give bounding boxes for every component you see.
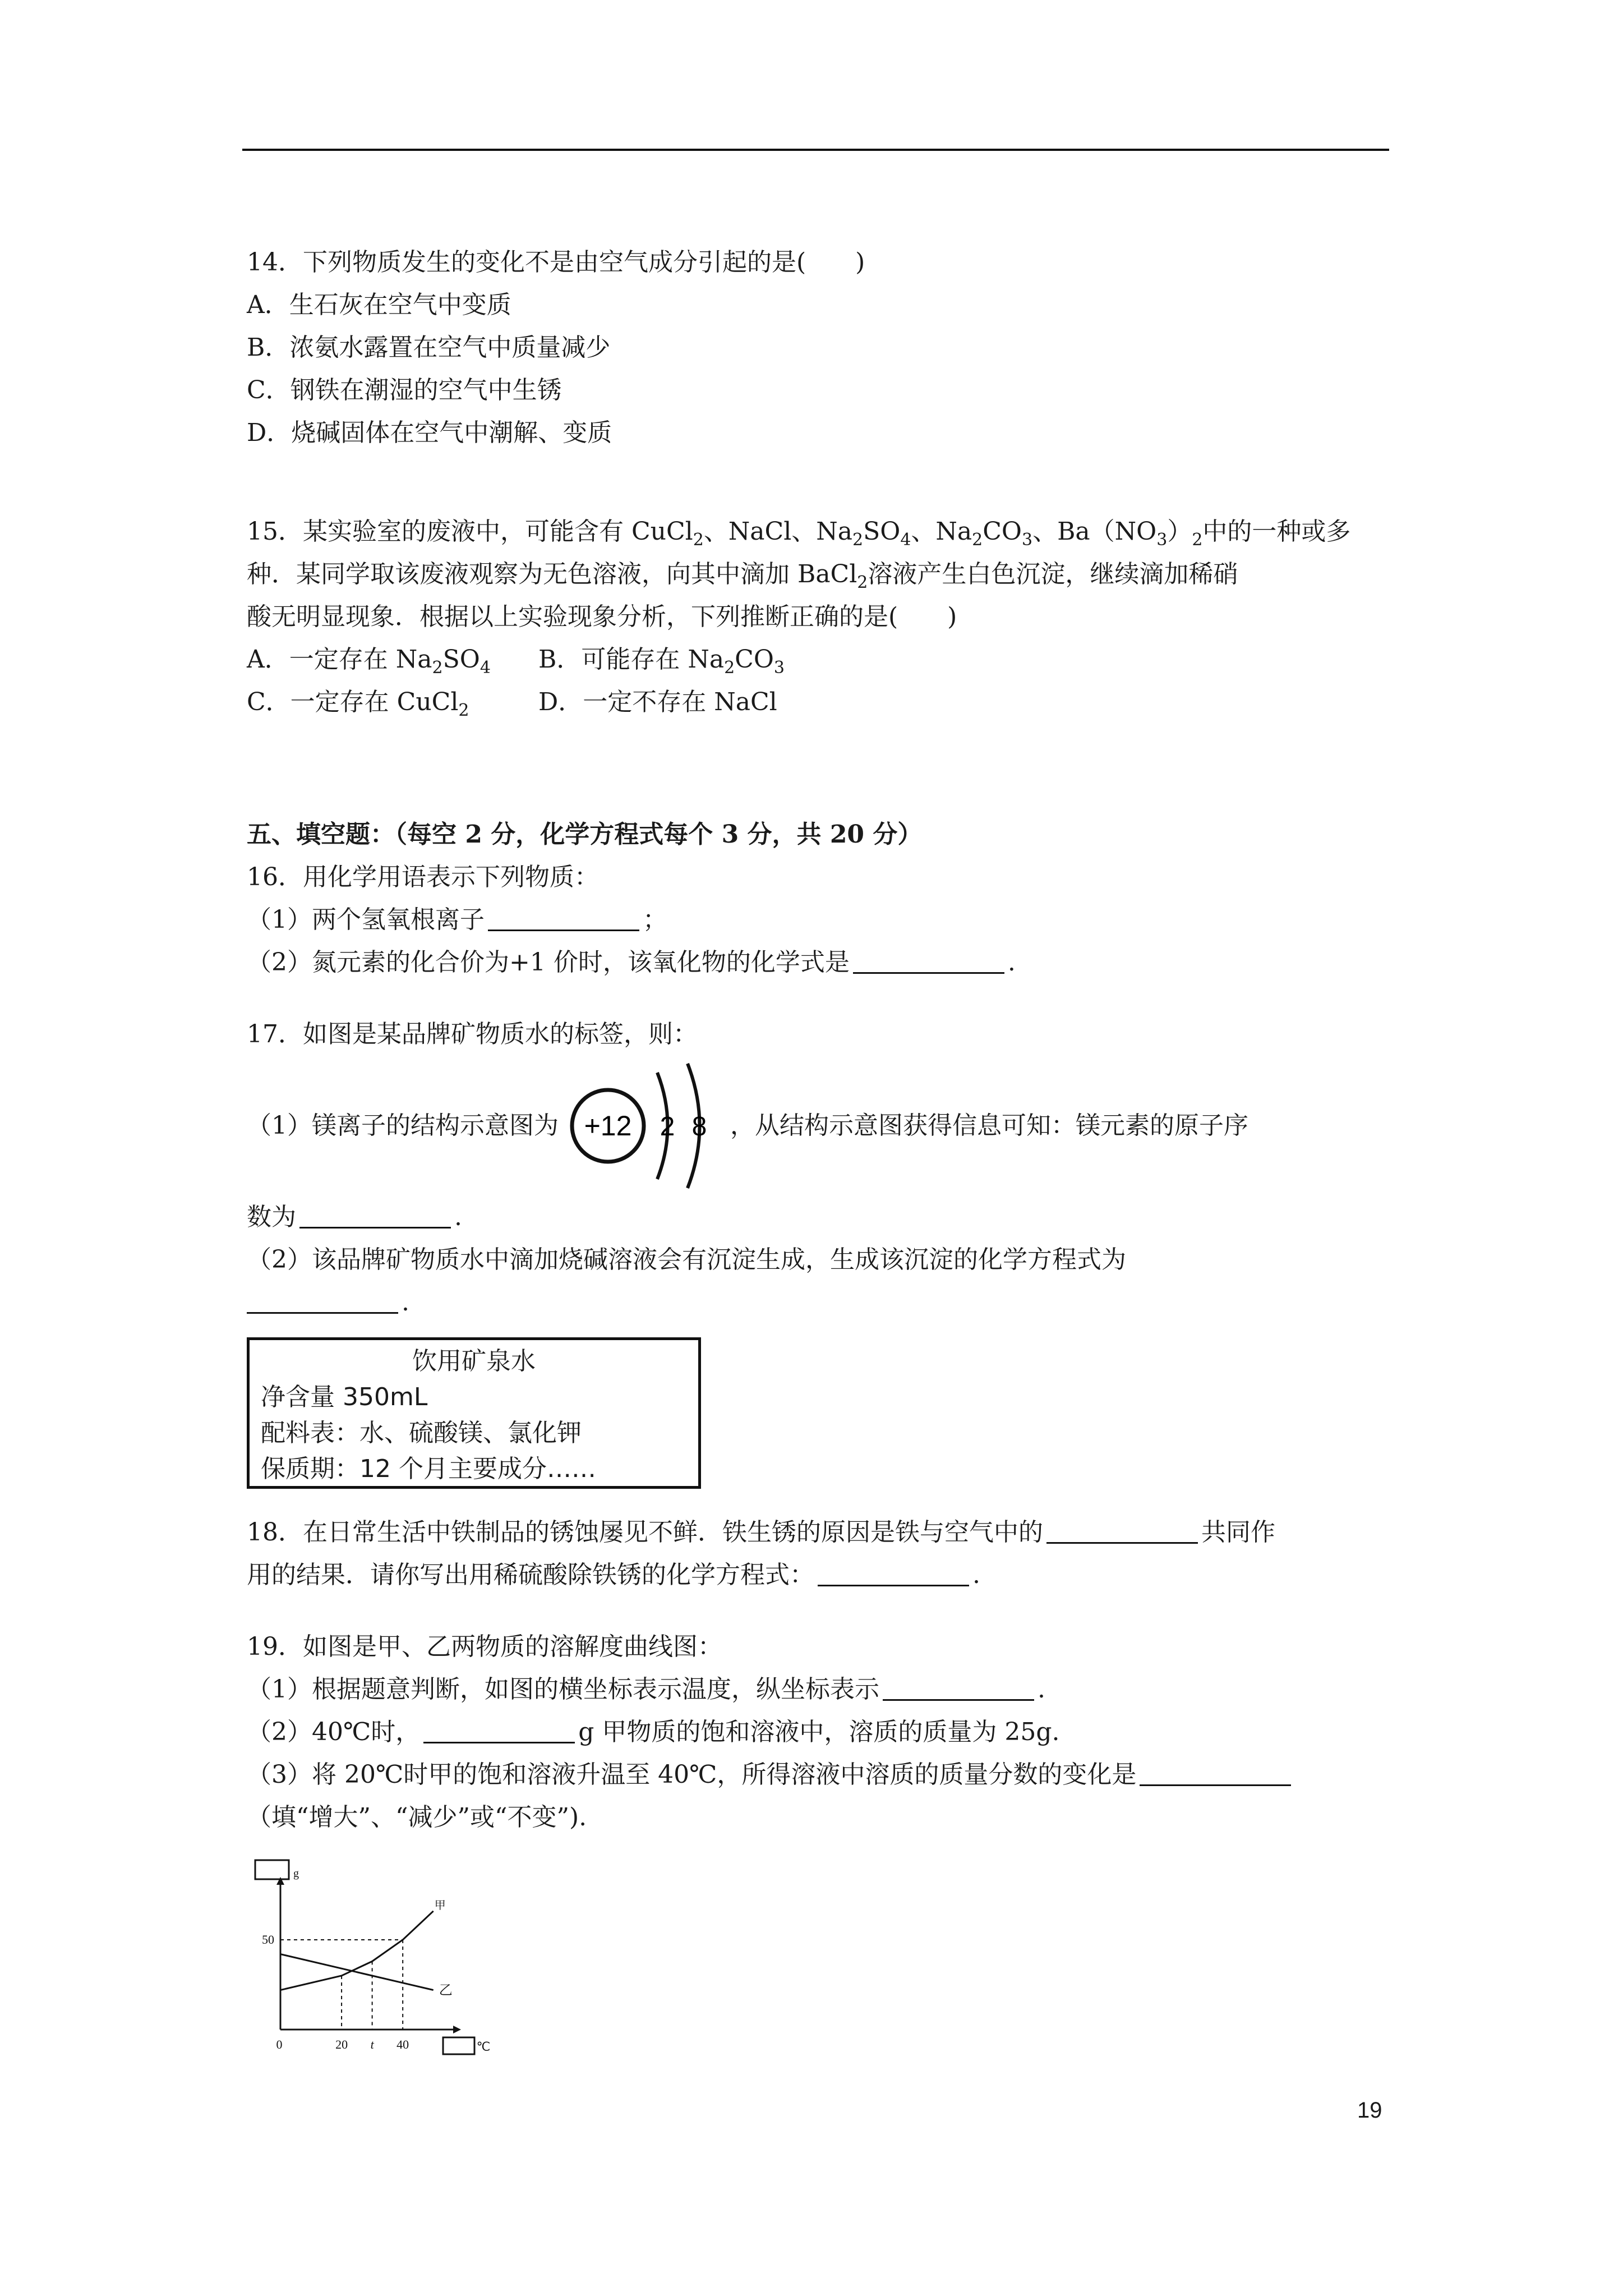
shell-2-electrons: 8 — [691, 1112, 707, 1142]
answer-blank[interactable] — [883, 1676, 1034, 1701]
q19-stem: 19．如图是甲、乙两物质的溶解度曲线图： — [247, 1632, 722, 1661]
header-rule — [242, 149, 1389, 151]
x-tick-label: t — [370, 2037, 374, 2051]
q17-part1: （1）镁离子的结构示意图为 +12 2 8 ，从结构示意图获得信息可知：镁元素的原子序 — [247, 1056, 1391, 1196]
q16-part1: （1）两个氢氧根离子 ； — [247, 905, 667, 934]
section-title: 五、填空题：（每空 2 分，化学方程式每个 3 分，共 20 分） — [247, 820, 923, 849]
answer-blank[interactable] — [423, 1718, 575, 1743]
x-axis-unit: ℃ — [476, 2040, 491, 2054]
q14-option-d: D．烧碱固体在空气中潮解、变质 — [247, 418, 612, 447]
q15-option-d: D．一定不存在 NaCl — [538, 688, 777, 716]
q15-options-cd — [247, 681, 1391, 724]
q17-part2: （2）该品牌矿物质水中滴加烧碱溶液会有沉淀生成，生成该沉淀的化学方程式为 — [247, 1245, 1126, 1274]
y-axis-arrow — [276, 1877, 284, 1885]
solubility-chart-svg — [247, 1856, 494, 2058]
q17-part2-answer: . — [247, 1281, 1391, 1324]
q14-option-c: C．钢铁在潮湿的空气中生锈 — [247, 376, 562, 404]
mineral-water-label — [247, 1337, 701, 1489]
q15-stem-line2: 种．某同学取该废液观察为无色溶液，向其中滴加 BaCl$_2$溶液产生白色沉淀，继续滴加稀硝 — [247, 560, 1238, 592]
answer-blank[interactable] — [1140, 1761, 1291, 1786]
solubility-chart — [247, 1856, 494, 2058]
page-content — [247, 241, 1391, 2058]
answer-blank[interactable] — [247, 1289, 398, 1314]
y-axis-unit: g — [293, 1867, 299, 1880]
q17-part1-cont: 数为 . — [247, 1203, 462, 1231]
answer-blank[interactable] — [1046, 1519, 1198, 1544]
x-tick-label: 20 — [335, 2037, 348, 2051]
label-ingredients: 配料表：水、硫酸镁、氯化钾 — [261, 1419, 582, 1447]
q18-line2: 用的结果．请你写出用稀硫酸除铁锈的化学方程式： . — [247, 1561, 980, 1589]
answer-blank[interactable] — [488, 906, 639, 931]
y-tick-label: 50 — [262, 1932, 274, 1947]
y-axis-label-box — [255, 1860, 289, 1879]
x-axis-arrow — [453, 2026, 461, 2033]
answer-blank[interactable] — [853, 949, 1004, 974]
q15-stem-line1: 15．某实验室的废液中，可能含有 CuCl$_2$、NaCl、$Na_2SO_4$、$Na_2CO_3$、$Ba(NO_3)_2$中的一种或多 — [247, 517, 1351, 550]
q18-line1: 18．在日常生活中铁制品的锈蚀屡见不鲜．铁生锈的原因是铁与空气中的 共同作 — [247, 1518, 1275, 1547]
page-number: 19 — [1357, 2098, 1382, 2123]
q19-part3: （3）将 20℃时甲的饱和溶液升温至 40℃，所得溶液中溶质的质量分数的变化是 — [247, 1754, 1391, 1796]
q14-option-a: A．生石灰在空气中变质 — [247, 291, 511, 319]
q16-stem: 16．用化学用语表示下列物质： — [247, 863, 599, 891]
q15-option-c: C．一定存在 CuCl$_2$ — [247, 688, 469, 720]
q15-options-ab — [247, 638, 1391, 681]
shell-1-electrons: 2 — [660, 1112, 675, 1142]
label-net-content: 净含量 350mL — [261, 1383, 428, 1411]
q16-part2: （2）氮元素的化合价为+1 价时，该氧化物的化学式是 . — [247, 948, 1016, 977]
answer-blank[interactable] — [818, 1561, 969, 1586]
q15-stem-line3: 酸无明显现象．根据以上实验现象分析，下列推断正确的是( ) — [247, 602, 957, 631]
q15-option-b: B．可能存在 $Na_2CO_3$ — [538, 645, 785, 678]
q14-option-b: B．浓氨水露置在空气中质量减少 — [247, 333, 611, 362]
x-axis-label-box — [443, 2037, 474, 2054]
series-line-0 — [280, 1911, 434, 1990]
q14-stem: 14．下列物质发生的变化不是由空气成分引起的是( ) — [247, 248, 865, 277]
x-tick-label: 40 — [396, 2037, 409, 2051]
label-shelf-life: 保质期：12 个月主要成分…… — [261, 1455, 596, 1483]
q17-stem: 17．如图是某品牌矿物质水的标签，则： — [247, 1020, 698, 1048]
series-label-0: 甲 — [434, 1899, 446, 1912]
q15-option-a: A．一定存在 $Na_2SO_4$ — [247, 645, 491, 678]
q19-part1: （1）根据题意判断，如图的横坐标表示温度，纵坐标表示 . — [247, 1675, 1045, 1704]
answer-blank[interactable] — [299, 1203, 451, 1228]
q19-part3-hint: （填“增大”、“减少”或“不变”). — [247, 1803, 587, 1832]
q19-part2: （2）40℃时， g 甲物质的饱和溶液中，溶质的质量为 25g. — [247, 1718, 1060, 1746]
x-tick-label: 0 — [276, 2037, 283, 2051]
series-label-1: 乙 — [439, 1983, 453, 1998]
label-title: 饮用矿泉水 — [412, 1347, 536, 1375]
magnesium-ion-structure-diagram — [563, 1056, 726, 1196]
nucleus-charge: +12 — [584, 1110, 632, 1142]
